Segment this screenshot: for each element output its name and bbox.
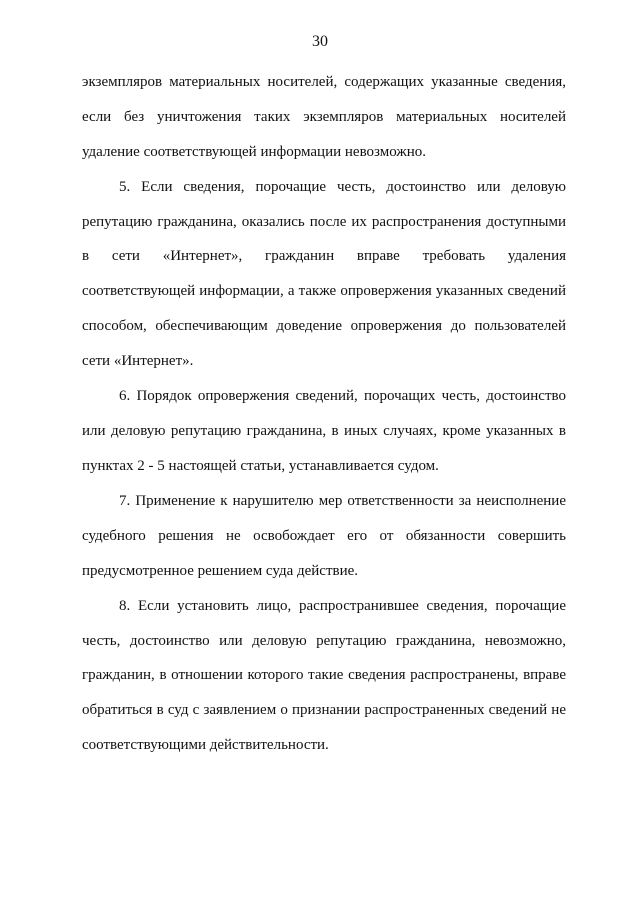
text-line: репутацию гражданина, оказались после их распространения доступными [82,214,566,230]
text-line: судебного решения не освобождает его от обязанности совершить [82,528,566,544]
text-line: или деловую репутацию гражданина, в иных случаях, кроме указанных в [82,423,566,439]
text-line: экземпляров материальных носителей, содержащих указанные сведения, [82,74,566,90]
paragraph-7-first-line: 7. Применение к нарушителю мер ответственности за неисполнение [119,493,566,509]
text-line: если без уничтожения таких экземпляров материальных носителей [82,109,566,125]
text-line: гражданин, в отношении которого такие сведения распространены, вправе [82,667,566,683]
text-line: предусмотренное решением суда действие. [82,563,359,579]
text-line: обратиться в суд с заявлением о признании распространенных сведений не [82,702,566,718]
paragraph-5-first-line: 5. Если сведения, порочащие честь, достоинство или деловую [119,179,566,195]
paragraph-6-first-line: 6. Порядок опровержения сведений, порочащих честь, достоинство [119,388,566,404]
text-line: честь, достоинство или деловую репутацию гражданина, невозможно, [82,633,566,649]
text-line: способом, обеспечивающим доведение опровержения до пользователей [82,318,566,334]
text-line: удаление соответствующей информации невозможно. [82,144,427,160]
text-line: соответствующими действительности. [82,737,329,753]
paragraph-8-first-line: 8. Если установить лицо, распространившее сведения, порочащие [119,598,566,614]
text-line: соответствующей информации, а также опровержения указанных сведений [82,283,566,299]
text-line: в сети «Интернет», гражданин вправе требовать удаления [82,248,566,264]
page-number: 30 [312,33,328,50]
text-line: пунктах 2 - 5 настоящей статьи, устанавливается судом. [82,458,439,474]
text-line: сети «Интернет». [82,353,194,369]
